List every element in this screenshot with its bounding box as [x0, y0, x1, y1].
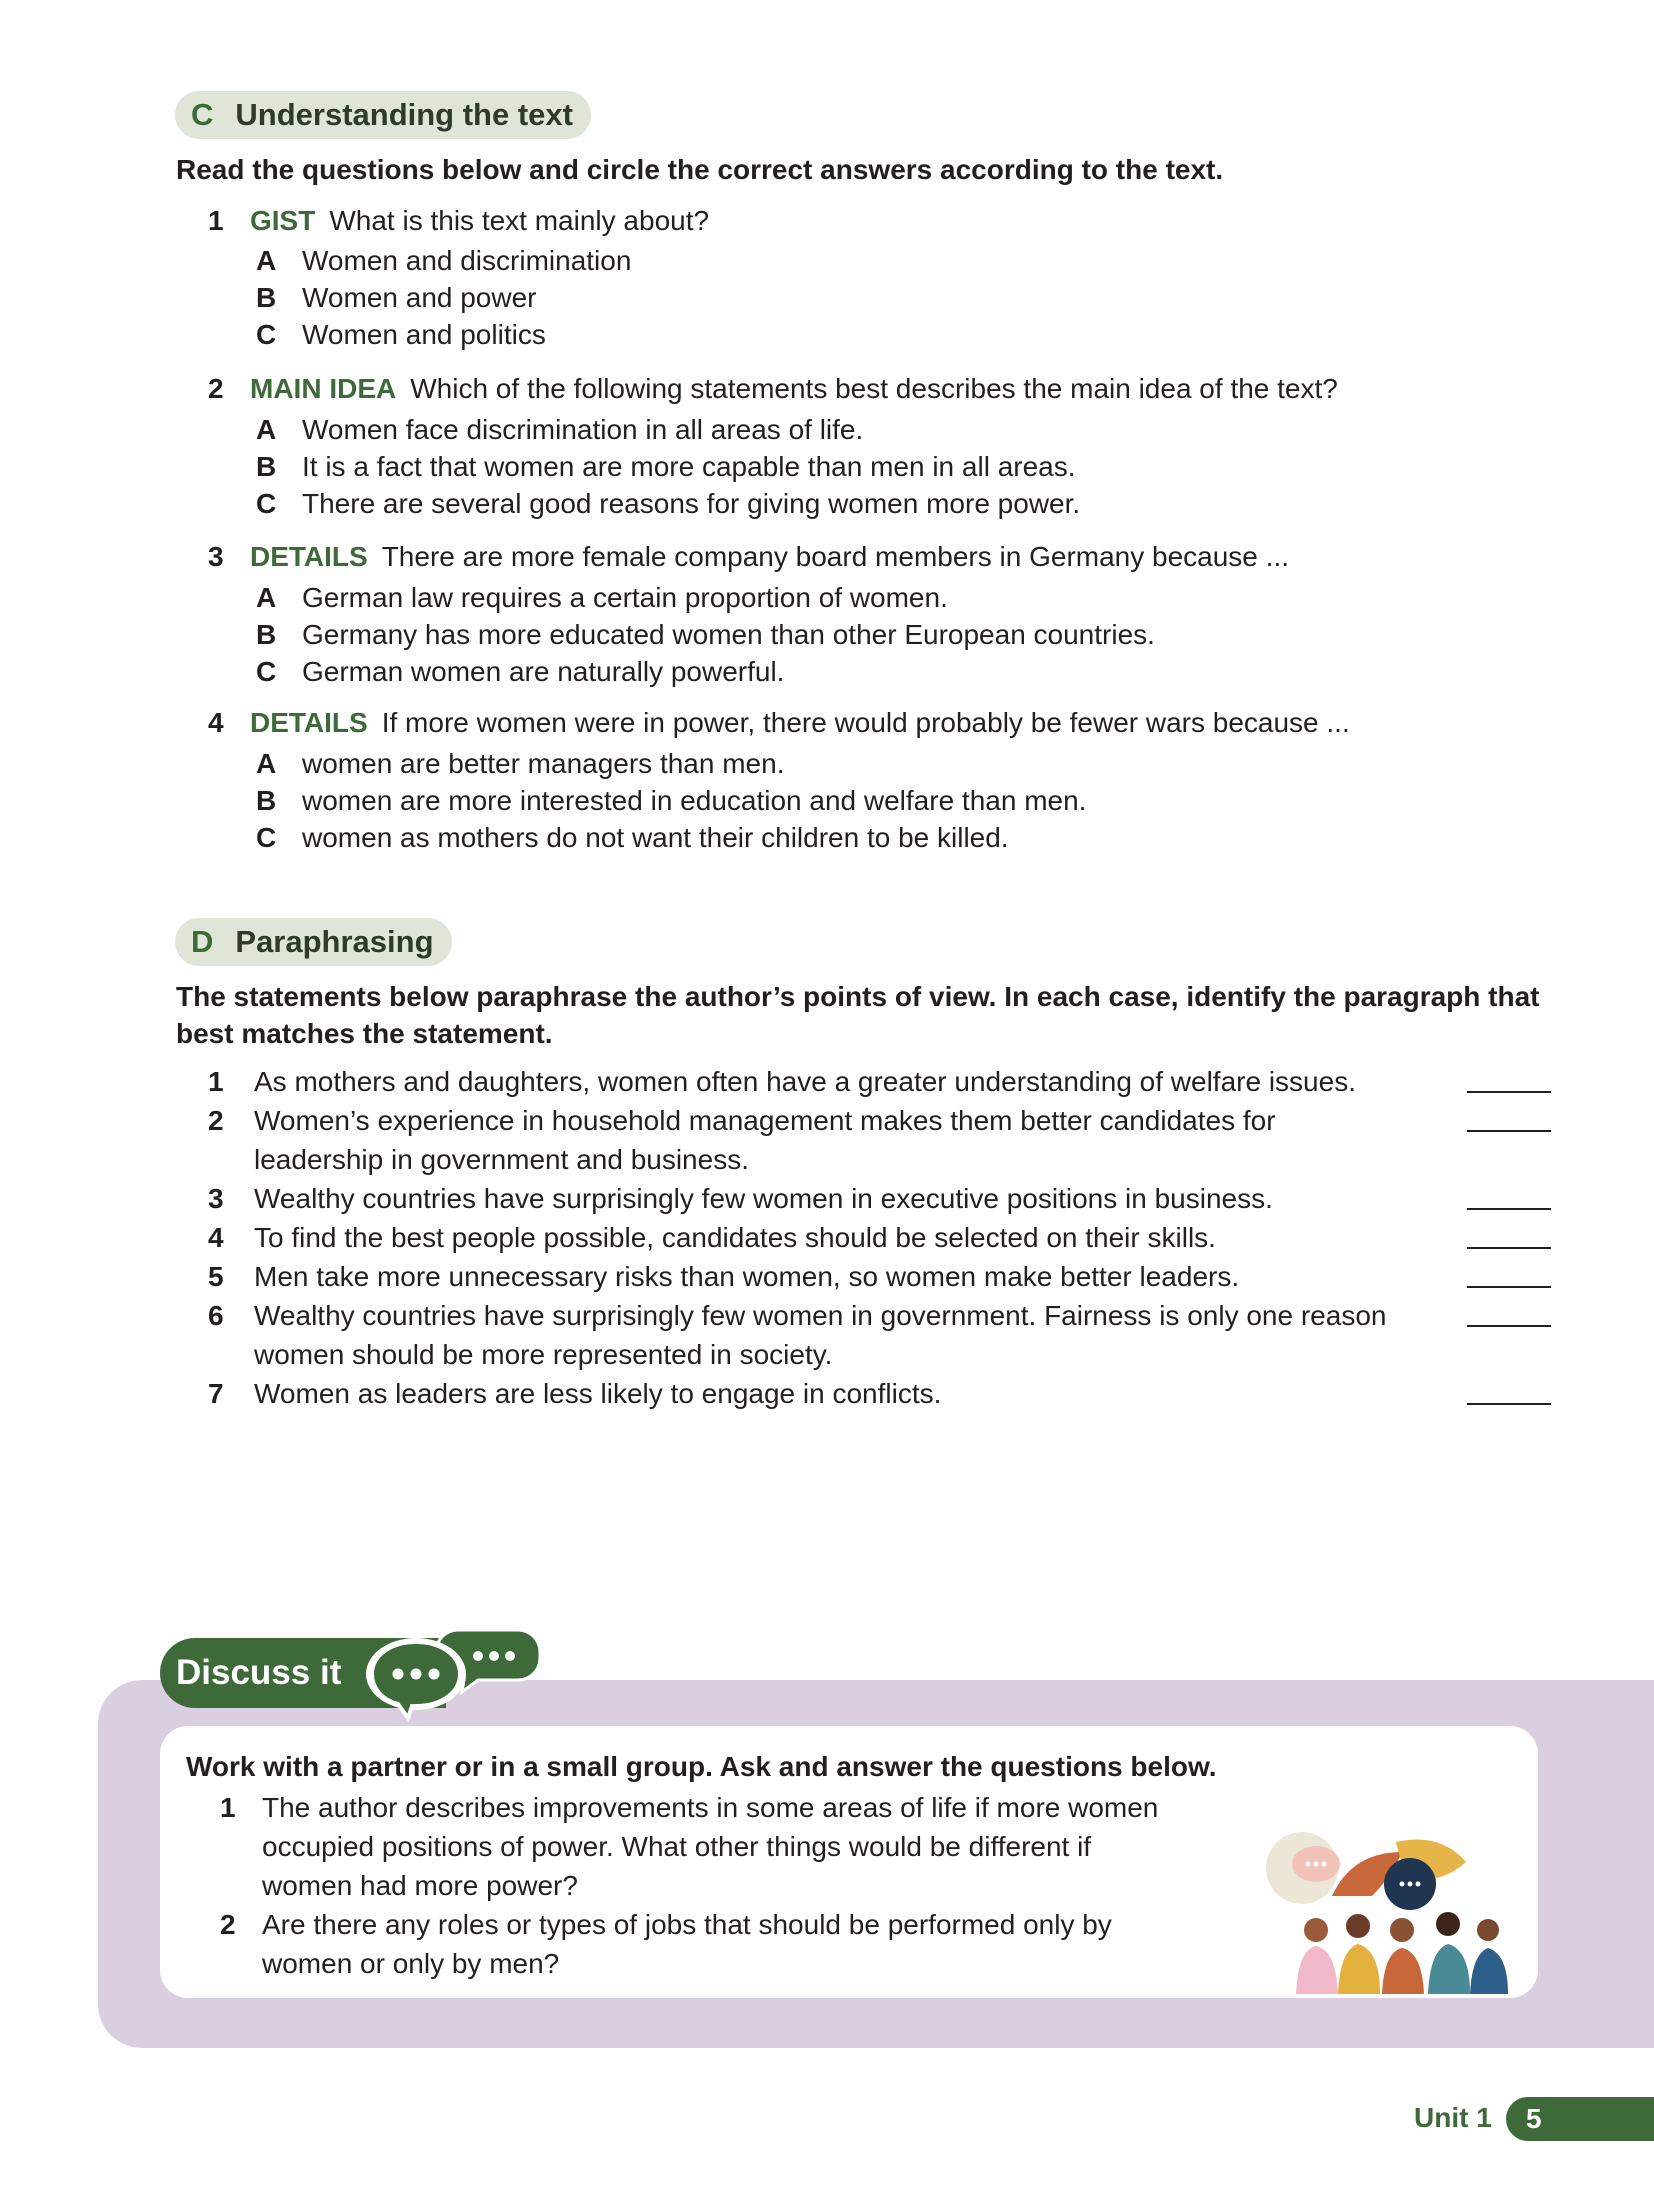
option-letter: A: [256, 414, 277, 445]
question-text: What is this text mainly about?: [329, 205, 710, 236]
statement-text: As mothers and daughters, women often have a greater understanding of welfare issues.: [254, 1066, 1356, 1097]
option[interactable]: [256, 279, 537, 316]
option-letter: C: [256, 488, 277, 519]
discuss-question-number: 2: [220, 1909, 236, 1940]
statement-text: Wealthy countries have surprisingly few women in government. Fairness is only one reason women should be more represented in society.: [254, 1300, 1387, 1370]
question-number: 4: [208, 707, 224, 738]
section-c-header: [175, 91, 591, 139]
discuss-question-text: The author describes improvements in some areas of life if more women occupied positions of power. What other things would be different if women had more power?: [262, 1792, 1159, 1901]
section-d-instructions: The statements below paraphrase the author’s points of view. In each case, identify the paragraph that best matches the statement.: [176, 981, 1540, 1049]
option[interactable]: [256, 485, 1080, 522]
statement-text: Men take more unnecessary risks than women, so women make better leaders.: [254, 1261, 1240, 1292]
option-text: Women and politics: [302, 319, 546, 350]
statement-text: Women as leaders are less likely to engage in conflicts.: [254, 1378, 942, 1409]
statement-number: 7: [208, 1378, 224, 1409]
option-text: It is a fact that women are more capable than men in all areas.: [302, 451, 1076, 482]
statement-number: 6: [208, 1300, 224, 1331]
section-d-title: Paraphrasing: [235, 924, 434, 959]
option-letter: C: [256, 319, 277, 350]
option-letter: B: [256, 619, 277, 650]
answer-blank-1[interactable]: [1467, 1091, 1551, 1093]
option-text: German law requires a certain proportion of women.: [302, 582, 948, 613]
option-letter: C: [256, 656, 277, 687]
option[interactable]: [256, 782, 1086, 819]
statement-number: 5: [208, 1261, 224, 1292]
question-tag: GIST: [250, 205, 316, 236]
option-text: Women and discrimination: [302, 245, 632, 276]
answer-blank-2[interactable]: [1467, 1130, 1551, 1132]
speech-bubbles-icon: [358, 1618, 544, 1732]
question-number: 2: [208, 373, 224, 404]
question-tag: DETAILS: [250, 707, 368, 738]
section-d-header: [175, 918, 452, 966]
question-2: [208, 370, 1338, 407]
statement-text: Women’s experience in household management makes them better candidates for leadership in government and business.: [254, 1105, 1276, 1175]
section-c-title: Understanding the text: [235, 97, 573, 132]
option[interactable]: [256, 316, 546, 353]
people-discussion-illustration: [1262, 1826, 1514, 1994]
section-c-letter: C: [191, 97, 214, 132]
option[interactable]: [256, 242, 631, 279]
discuss-title: Discuss it: [176, 1653, 342, 1692]
option-text: women as mothers do not want their children to be killed.: [302, 822, 1009, 853]
option-text: German women are naturally powerful.: [302, 656, 785, 687]
unit-label: Unit 1: [1414, 2102, 1492, 2133]
option-text: There are several good reasons for giving women more power.: [302, 488, 1081, 519]
option[interactable]: [256, 448, 1076, 485]
option-text: Women and power: [302, 282, 537, 313]
question-tag: MAIN IDEA: [250, 373, 397, 404]
option-text: women are better managers than men.: [302, 748, 785, 779]
section-c-instructions: Read the questions below and circle the correct answers according to the text.: [176, 154, 1224, 185]
option-text: women are more interested in education and welfare than men.: [302, 785, 1087, 816]
option-letter: A: [256, 245, 277, 276]
option-text: Germany has more educated women than other European countries.: [302, 619, 1155, 650]
statement-number: 3: [208, 1183, 224, 1214]
question-1: [208, 202, 709, 239]
option-text: Women face discrimination in all areas of life.: [302, 414, 864, 445]
discuss-question-text: Are there any roles or types of jobs that should be performed only by women or only by men?: [262, 1909, 1112, 1979]
answer-blank-3[interactable]: [1467, 1208, 1551, 1210]
option[interactable]: [256, 653, 784, 690]
page-number: 5: [1526, 2103, 1542, 2134]
question-text: Which of the following statements best describes the main idea of the text?: [410, 373, 1338, 404]
statement-number: 2: [208, 1105, 224, 1136]
option-letter: B: [256, 451, 277, 482]
discuss-instructions: Work with a partner or in a small group. Ask and answer the questions below.: [186, 1751, 1217, 1782]
answer-blank-4[interactable]: [1467, 1247, 1551, 1249]
option[interactable]: [256, 745, 784, 782]
answer-blank-6[interactable]: [1467, 1325, 1551, 1327]
option-letter: B: [256, 282, 277, 313]
option-letter: B: [256, 785, 277, 816]
statement-number: 4: [208, 1222, 224, 1253]
option[interactable]: [256, 819, 1009, 856]
question-text: If more women were in power, there would probably be fewer wars because ...: [381, 707, 1350, 738]
option[interactable]: [256, 579, 948, 616]
question-text: There are more female company board members in Germany because ...: [381, 541, 1289, 572]
section-d-letter: D: [191, 924, 214, 959]
answer-blank-7[interactable]: [1467, 1403, 1551, 1405]
question-tag: DETAILS: [250, 541, 368, 572]
question-4: [208, 704, 1350, 741]
option-letter: A: [256, 748, 277, 779]
question-number: 3: [208, 541, 224, 572]
answer-blank-5[interactable]: [1467, 1286, 1551, 1288]
question-number: 1: [208, 205, 224, 236]
statement-number: 1: [208, 1066, 224, 1097]
option[interactable]: [256, 616, 1155, 653]
option-letter: A: [256, 582, 277, 613]
option[interactable]: [256, 411, 863, 448]
page-number-tab: [1506, 2097, 1654, 2141]
question-3: [208, 538, 1289, 575]
statement-text: Wealthy countries have surprisingly few women in executive positions in business.: [254, 1183, 1273, 1214]
statement-text: To find the best people possible, candidates should be selected on their skills.: [254, 1222, 1216, 1253]
option-letter: C: [256, 822, 277, 853]
discuss-question-number: 1: [220, 1792, 236, 1823]
